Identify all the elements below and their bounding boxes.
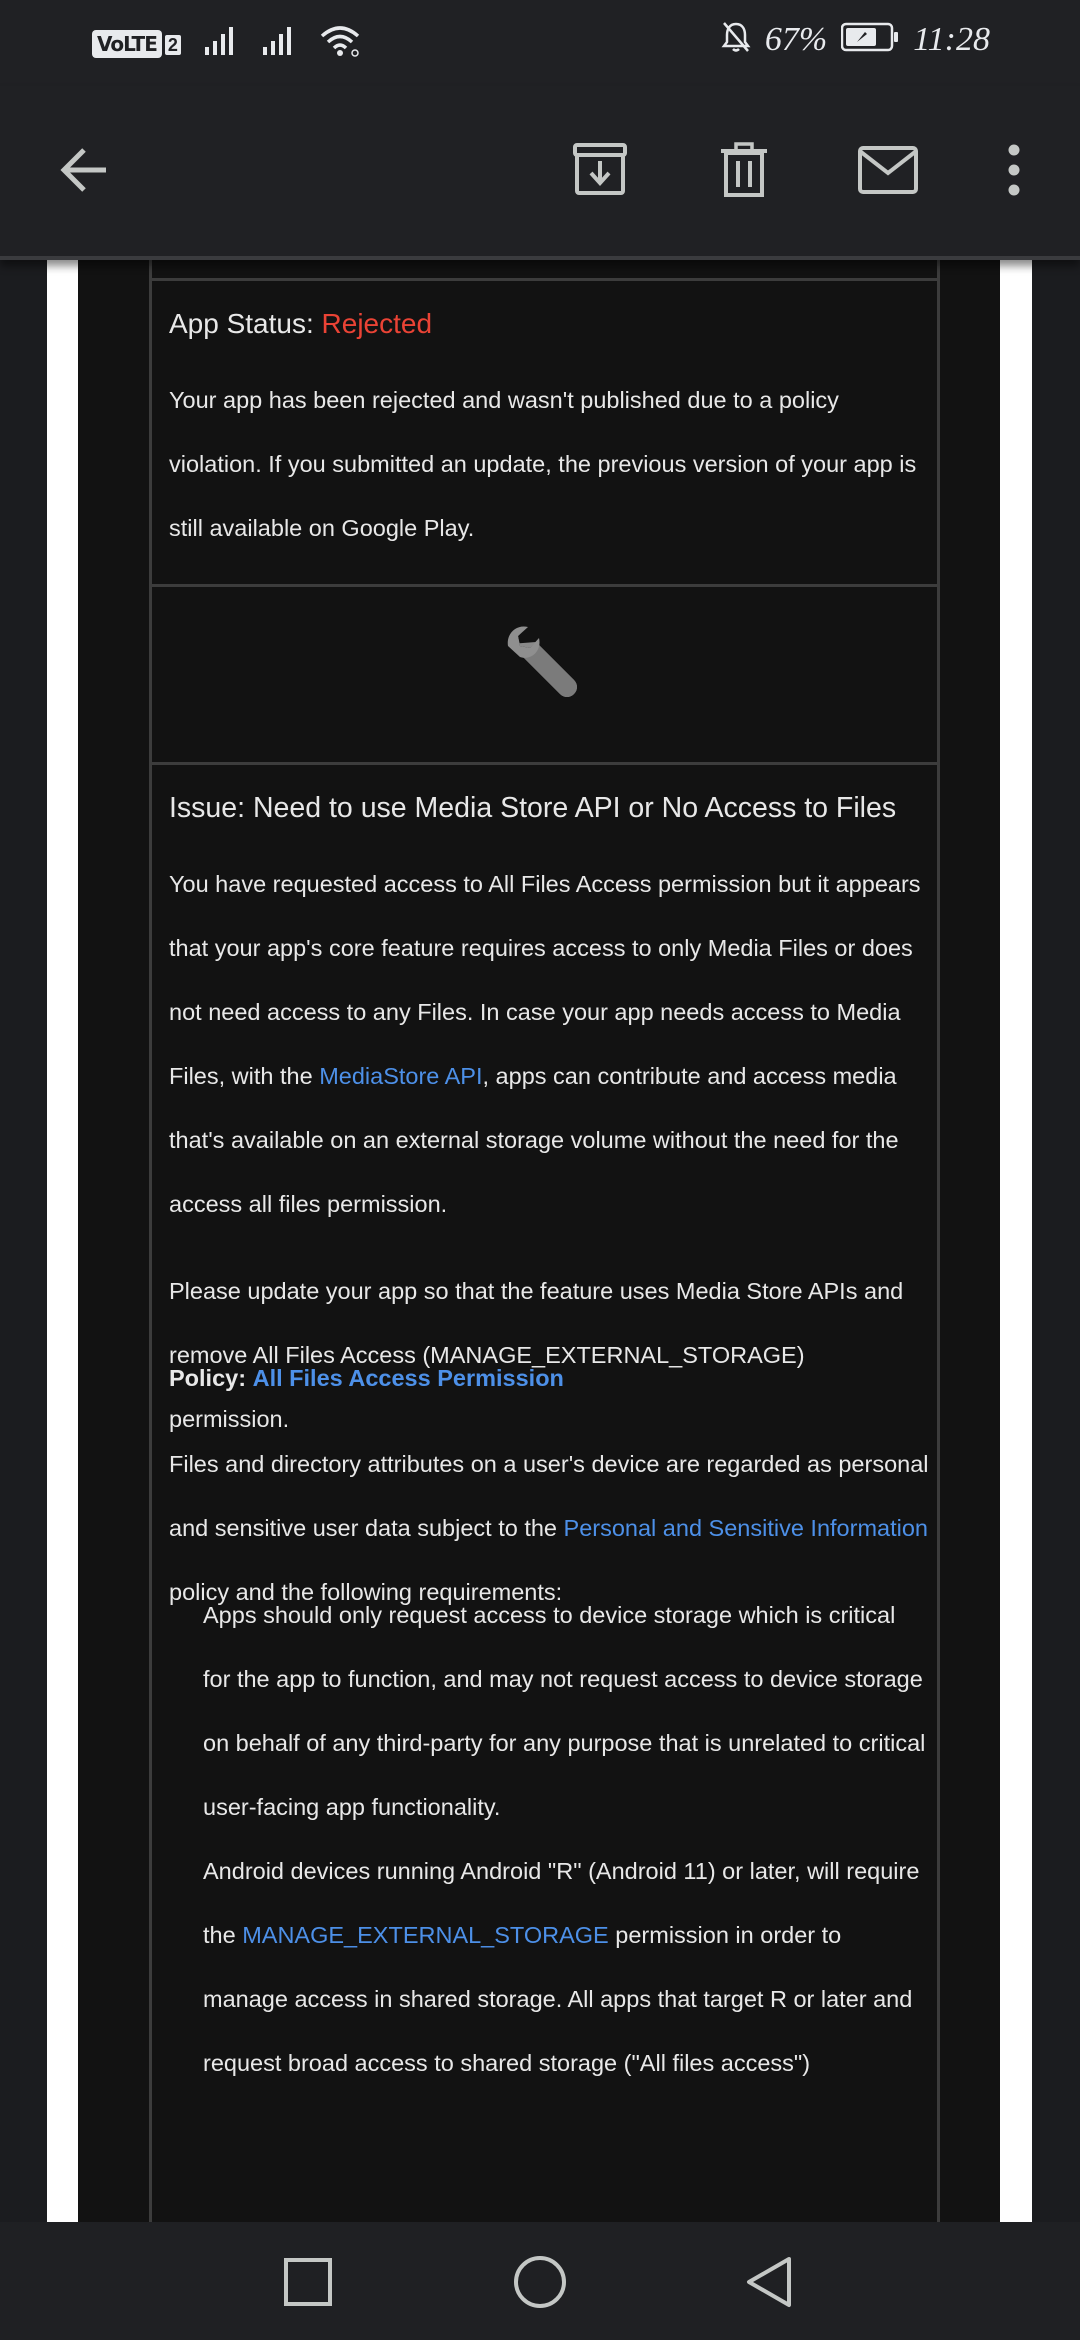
wrench-icon — [502, 624, 582, 709]
status-left — [92, 24, 361, 63]
requirement-item: Android devices running Android "R" (Android 11) or later, will require the MANAGE_EXTERNAL_STORAGE permission in order to manage access in shared storage. All apps that target R or later and request broad access to shared storage ("All files access") — [203, 1858, 920, 2076]
mail-icon[interactable] — [854, 136, 922, 204]
status-badge: Rejected — [321, 308, 433, 339]
email-body[interactable] — [0, 256, 1080, 2222]
all-files-access-policy-link[interactable]: All Files Access Permission — [252, 1365, 564, 1391]
status-description: Your app has been rejected and wasn't published due to a policy violation. If you submitted an update, the previous version of your app is still available on Google Play. — [169, 387, 917, 541]
signal-icon — [261, 25, 297, 62]
issue-paragraph-1: You have requested access to All Files Access permission but it appears that your app's core feature requires access to only Media Files or does not need access to any Files. In case your app needs access to Media Files, with the MediaStore API, apps can contribute and access media that's available on an external storage volume without the need for the access all files permission. — [169, 871, 921, 1217]
email-dark-frame — [78, 256, 1000, 2222]
clock: 11:28 — [913, 20, 990, 58]
more-vert-icon[interactable] — [980, 136, 1048, 204]
divider — [152, 584, 937, 587]
battery-icon — [841, 22, 899, 57]
personal-sensitive-info-link[interactable]: Personal and Sensitive Information — [563, 1515, 928, 1541]
home-circle-icon[interactable] — [508, 2250, 572, 2314]
battery-percent: 67% — [764, 20, 828, 58]
mute-icon — [721, 20, 751, 59]
status-right — [721, 20, 990, 59]
email-frame — [47, 256, 1032, 2222]
requirement-item: Apps should only request access to device storage which is critical for the app to function, and may not request access to device storage on behalf of any third-party for any purpose that is unrelated to critical user-facing app functionality. — [203, 1602, 926, 1820]
manage-external-storage-link[interactable]: MANAGE_EXTERNAL_STORAGE — [242, 1922, 609, 1948]
sim-slot: 2 — [165, 35, 181, 55]
policy-card — [149, 256, 940, 2222]
issue-paragraph-2: Please update your app so that the feature uses Media Store APIs and remove All Files Access (MANAGE_EXTERNAL_STORAGE) permission. — [169, 1278, 904, 1432]
app-status-heading: App Status: Rejected — [169, 308, 433, 339]
policy-line: Policy: All Files Access Permission — [169, 1365, 564, 1391]
issue-title: Issue: Need to use Media Store API or No Access to Files — [169, 792, 897, 824]
trash-icon[interactable] — [710, 136, 778, 204]
navigation-bar — [0, 2222, 1080, 2340]
back-triangle-icon[interactable] — [738, 2250, 802, 2314]
archive-icon[interactable] — [566, 136, 634, 204]
divider — [152, 278, 937, 281]
mediastore-api-link[interactable]: MediaStore API — [319, 1063, 483, 1089]
status-bar — [0, 0, 1080, 86]
volte-indicator: VoLTE 2 — [92, 32, 181, 56]
recents-square-icon[interactable] — [276, 2250, 340, 2314]
policy-paragraph: Files and directory attributes on a user's device are regarded as personal and sensitive user data subject to the Personal and Sensitive Information policy and the following requirements: — [169, 1451, 929, 1605]
signal-icon — [203, 25, 239, 62]
back-arrow-icon[interactable] — [48, 136, 116, 204]
wifi-icon — [319, 24, 361, 63]
divider — [152, 762, 937, 765]
email-toolbar — [0, 86, 1080, 260]
